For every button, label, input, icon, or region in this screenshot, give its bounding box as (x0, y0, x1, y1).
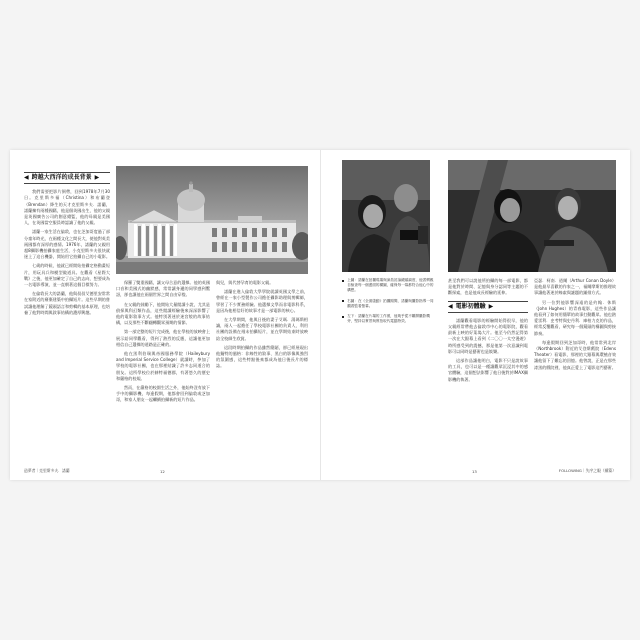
section-title: 跨越大西洋的成長背景 (31, 174, 92, 181)
set-photo (448, 160, 616, 272)
paragraph: 諾蘭一家生活在倫敦，也在芝加哥度過了部分童年時光，在兩種文化之間長大，使他對英美兩國都有深厚的感情。1976年，諾蘭的父親用超8攝影機拍攝家庭生活，小克里斯多夫很快就迷上了這台機器，開始用它拍攝自己的小電影。 (24, 229, 110, 260)
arrow-left-icon: ◀ (448, 302, 453, 310)
paragraph: 這段時期拍攝的作品雖然簡陋，卻已經展現出他獨特的風格：非線性的敘事、黑白的影像與強烈的氛圍感，這些特點後來都成為他日後長片的標誌。 (216, 344, 308, 369)
arrow-right-icon: ▶ (94, 174, 100, 181)
paragraph: 他在黑利伯瑞與帝國服務學院（Haileybury and Imperial Service College）就讀時，參加了學校的電影社團，也在那裡結識了許多志同道合的朋友。這所學校位於赫特福德郡，有著悠久的歷史和嚴格的校規。 (116, 351, 210, 381)
section-heading (448, 301, 528, 313)
left-column-3 (216, 280, 308, 373)
arrow-right-icon: ▶ (488, 302, 494, 310)
paragraph: 然而，在嚴格的校園生活之外，他始終沒有放下手中的攝影機，每逢假期，他都會回到倫敦或芝加哥，和家人朋友一起繼續拍攝新的短片作品。 (116, 385, 210, 403)
paragraph: 諾蘭在進入倫敦大學學院就讀英國文學之前，曾經在一家小型製作公司擔任攝影助理與剪輯師，學習了不少實務經驗。他選擇文學而非電影科系，是因為他相信好的故事才是一部電影的核心。 (216, 289, 308, 313)
paragraph: 在父親的鼓勵下，他開始大量閱讀小說，尤其是偵探與科幻類作品，這些閱讀經驗後來深深影響了他的電影敘事方式。他特別著迷於迷宮般的故事結構，以及那些不斷翻轉觀眾預期的情節。 (116, 301, 210, 326)
paragraph: 在大學期間，他與日後的妻子艾瑪．湯瑪斯相識，兩人一起擔任了學校電影社團的負責人，利用社團的設備在週末拍攝短片，並在學期結束時放映給全校師生欣賞。 (216, 317, 308, 341)
photo-captions (342, 278, 436, 329)
set-illustration (448, 160, 616, 272)
caption-item (342, 299, 436, 309)
page-number-right: 13 (472, 469, 477, 474)
paragraph: 第一部完整的短片完成後，他在學校的放映會上展示給同學觀看，得到了熱烈的反應，這讓他更加相信自己選擇的道路是正確的。 (116, 329, 210, 347)
paragraph: 在倫敦長大的諾蘭，他與叔叔艾德里安常常在家附近的廢棄建築中拍攝短片。這些早期的嘗試讓他理解了鏡頭語言和剪輯的基本原理，也培養了他對時間與敘事結構的濃厚興趣。 (24, 291, 110, 315)
director-photo (342, 160, 430, 272)
section-heading (24, 172, 110, 184)
paragraph: 七歲的時候，他就已經開始拍攝定格動畫短片，用玩具兵和模型做道具。在觀看《星際大戰》之後，他更加確定了自己的志向，想要成為一名電影導演，並一直朝著這個目標努力。 (24, 263, 110, 288)
left-column-1 (24, 172, 110, 319)
paragraph: 保羅了雙重國籍，讓父母合意的選擇。他的英國口音和美國式的幽默感，常常讓身邊的同學感到驚訝，卻也讓他在兩個世界之間自由穿梭。 (116, 280, 210, 298)
left-page (10, 150, 320, 480)
paragraph: 甚至我們可以說他所拍攝的每一部電影，都是他對於時間、記憶與身分認同等主題的不斷探索，也是他成長經驗的延伸。 (448, 278, 528, 296)
paragraph: 另一位對他影響深遠的是約翰．休斯（John Hughes）的青春電影，這些作品讓他看到了如何用簡單的故事打動觀眾。他也熱愛雷利．史考特與史丹利．庫柏力克的作品，經常反覆觀看，研究每一個鏡頭的構圖與剪接節奏。 (534, 299, 616, 336)
book-spread (10, 150, 630, 480)
caption-text: 右圖：在《全面啟動》拍攝期間，諾蘭與攝影指導一同觀看監看螢幕。 (347, 298, 434, 308)
arrow-left-icon: ◀ (24, 174, 29, 181)
director-illustration (342, 160, 430, 272)
building-illustration (116, 166, 308, 274)
right-column-2 (534, 278, 616, 374)
paragraph: 與兒，與代替孕育的電影父親。 (216, 280, 274, 285)
caption-text: 上圖：諾蘭在拍攝現場與演員討論鏡頭調度，他習慣親自檢查每一個畫面的構圖，確保每一幕都符合他心中的構想。 (347, 278, 434, 293)
caption-text: 左下：諾蘭在片場的工作照，他幾乎從不離開攝影機旁，堅持以實景與實拍取代電腦特效。 (347, 314, 430, 324)
paragraph: 每逢假期回到芝加哥時，他常常到北岸（Northbrook）附近的艾登斯戲院（Edens Theater）看電影，那裡的大銀幕與環繞音效讓他留下了難忘的回憶。他曾說，正是在那些漆黑的戲院裡，他真正愛上了電影這門藝術。 (534, 339, 616, 370)
building-photo (116, 166, 308, 274)
bullet-square-icon (342, 316, 344, 318)
left-column-2 (116, 280, 210, 407)
running-footer-left: 造夢者｜克里斯多夫．諾蘭 (24, 468, 70, 473)
paragraph: 諾蘭觀看電影的經驗開始得很早，他的父親經常帶他去倫敦市中心的電影院，觀看最新上映的好萊塢大片。他至今仍然記得第一次在大銀幕上看到《二〇〇一太空漫遊》時所感受到的震撼，那是他第一次意識到電影可以同時是藝術也是娛樂。 (448, 317, 528, 354)
caption-item (342, 314, 436, 324)
right-page (320, 150, 630, 480)
page-number-left: 12 (160, 469, 165, 474)
paragraph: 這部作品讓他明白，電影不只是說故事的工具，也可以是一種讓觀眾沉浸其中的感官體驗，這個想法影響了他日後對於IMAX攝影機的執著。 (448, 358, 528, 382)
paragraph: 我們需要把影片倒帶，回到1978年7月30日。克里斯多福（Christina）和布蘭登（Brendan）降生的天才克里斯多夫．諾蘭，諾蘭擁有兩種國籍，他是個英國出生，他的父親是英國廣告公司的創意總監，他的母親是美國人，在英國當空服員時認識了他的父親。 (24, 189, 110, 226)
right-column-1 (448, 278, 528, 386)
bullet-square-icon (342, 280, 344, 282)
section-title: 電影初體驗 (455, 302, 486, 310)
bullet-square-icon (342, 300, 344, 302)
running-footer-right: FOLLOWING｜失序之眼（續篇） (558, 468, 616, 473)
paragraph: 亞瑟．柯南．道爾（Arthur Conan Doyle）是他最早喜歡的作家之一，福爾摩斯的推理故事讓他著迷於線索與謎題的鋪排方式。 (534, 278, 616, 296)
caption-item (342, 278, 436, 294)
